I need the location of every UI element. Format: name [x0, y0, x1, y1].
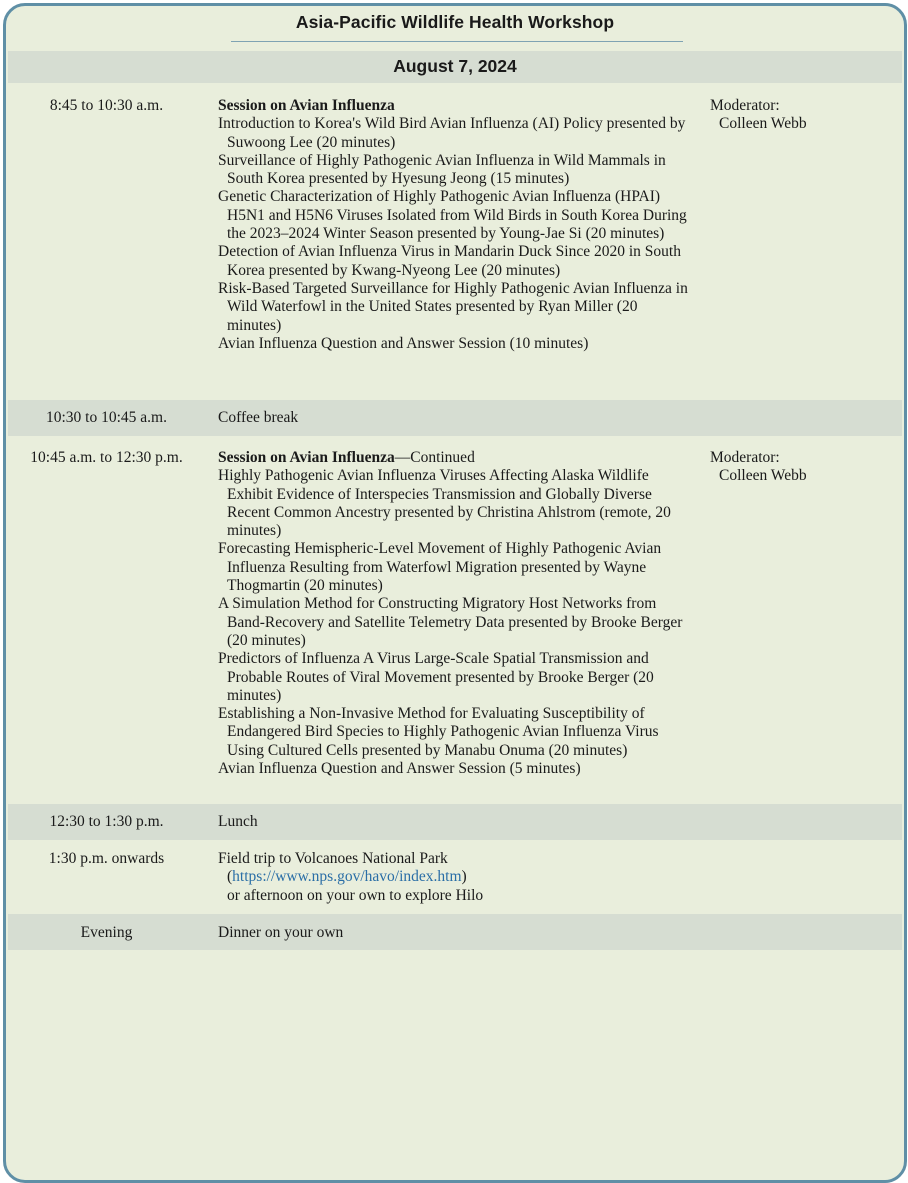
moderator-label: Moderator:: [710, 449, 780, 466]
field-trip-text: Field trip to Volcanoes National Park: [218, 850, 448, 867]
time-slot: 1:30 p.m. onwards: [48, 850, 165, 867]
schedule-date: August 7, 2024: [393, 56, 517, 76]
talk-item: Establishing a Non-Invasive Method for Evaluating Susceptibility of Endangered Bird Species to Highly Pathogenic Avian Influenza Virus Using Cultured Cells presented by Manabu Onuma (20 minutes): [218, 705, 659, 759]
session-title: Session on Avian Influenza—Continued: [218, 449, 475, 466]
schedule-row-coffee: [8, 400, 902, 436]
dinner-text: Dinner on your own: [218, 924, 344, 941]
schedule-panel: [3, 3, 907, 1183]
schedule-row-session-2: [8, 436, 902, 804]
moderator: [710, 449, 900, 486]
talk-item: Detection of Avian Influenza Virus in Mandarin Duck Since 2020 in South Korea presented by Kwang-Nyeong Lee (20 minutes): [218, 243, 681, 279]
moderator-name: Colleen Webb: [719, 467, 807, 485]
schedule-row-session-1: [8, 90, 902, 400]
talk-item: Introduction to Korea's Wild Bird Avian Influenza (AI) Policy presented by Suwoong Lee (20 minutes): [218, 115, 686, 151]
time-slot: 8:45 to 10:30 a.m.: [49, 97, 164, 114]
talk-item: Genetic Characterization of Highly Pathogenic Avian Influenza (HPAI) H5N1 and H5N6 Viruses Isolated from Wild Birds in South Korea During the 2023–2024 Winter Season presented by Young-Jae Si (20 minutes): [218, 188, 687, 243]
session-title: Session on Avian Influenza: [218, 97, 395, 114]
talk-item: Surveillance of Highly Pathogenic Avian Influenza in Wild Mammals in South Korea presented by Hyesung Jeong (15 minutes): [218, 151, 666, 188]
session-content: [218, 449, 688, 778]
lunch-text: Lunch: [218, 813, 258, 830]
workshop-title: Asia-Pacific Wildlife Health Workshop: [295, 12, 615, 32]
title-divider: [231, 41, 683, 42]
talk-item: Highly Pathogenic Avian Influenza Viruses Affecting Alaska Wildlife Exhibit Evidence of Interspecies Transmission and Globally Diverse Recent Common Ancestry presented by Christina Ahlstrom (remote, 20 minutes): [218, 467, 671, 540]
talk-item: Predictors of Influenza A Virus Large-Scale Spatial Transmission and Probable Routes of Viral Movement presented by Brooke Berger (20 minutes): [218, 650, 654, 704]
talk-item: Risk-Based Targeted Surveillance for Highly Pathogenic Avian Influenza in Wild Waterfowl in the United States presented by Ryan Miller (20 minutes): [218, 279, 688, 334]
time-slot: 12:30 to 1:30 p.m.: [49, 813, 164, 830]
field-trip-alt-text: or afternoon on your own to explore Hilo: [227, 886, 484, 904]
schedule-row-lunch: [8, 804, 902, 840]
talk-item: Avian Influenza Question and Answer Session (10 minutes): [218, 334, 589, 352]
session-content: [218, 97, 688, 353]
talk-item: A Simulation Method for Constructing Migratory Host Networks from Band-Recovery and Satellite Telemetry Data presented by Brooke Berger (20 minutes): [218, 595, 683, 649]
moderator-label: Moderator:: [710, 97, 780, 114]
moderator-name: Colleen Webb: [719, 115, 807, 133]
break-text: Coffee break: [218, 409, 299, 426]
talk-item: Avian Influenza Question and Answer Session (5 minutes): [218, 760, 581, 778]
field-trip-content: [218, 850, 688, 905]
schedule-row-evening: [8, 914, 902, 950]
moderator: [710, 97, 900, 134]
time-slot: 10:45 a.m. to 12:30 p.m.: [30, 449, 183, 466]
time-slot: Evening: [80, 924, 133, 941]
time-slot: 10:30 to 10:45 a.m.: [46, 409, 167, 426]
field-trip-link-line: (https://www.nps.gov/havo/index.htm): [227, 868, 467, 886]
park-link[interactable]: https://www.nps.gov/havo/index.htm: [232, 868, 462, 886]
talk-item: Forecasting Hemispheric-Level Movement of Highly Pathogenic Avian Influenza Resulting from Waterfowl Migration presented by Wayne Thogmartin (20 minutes): [218, 540, 662, 595]
schedule-row-field-trip: [8, 840, 902, 914]
